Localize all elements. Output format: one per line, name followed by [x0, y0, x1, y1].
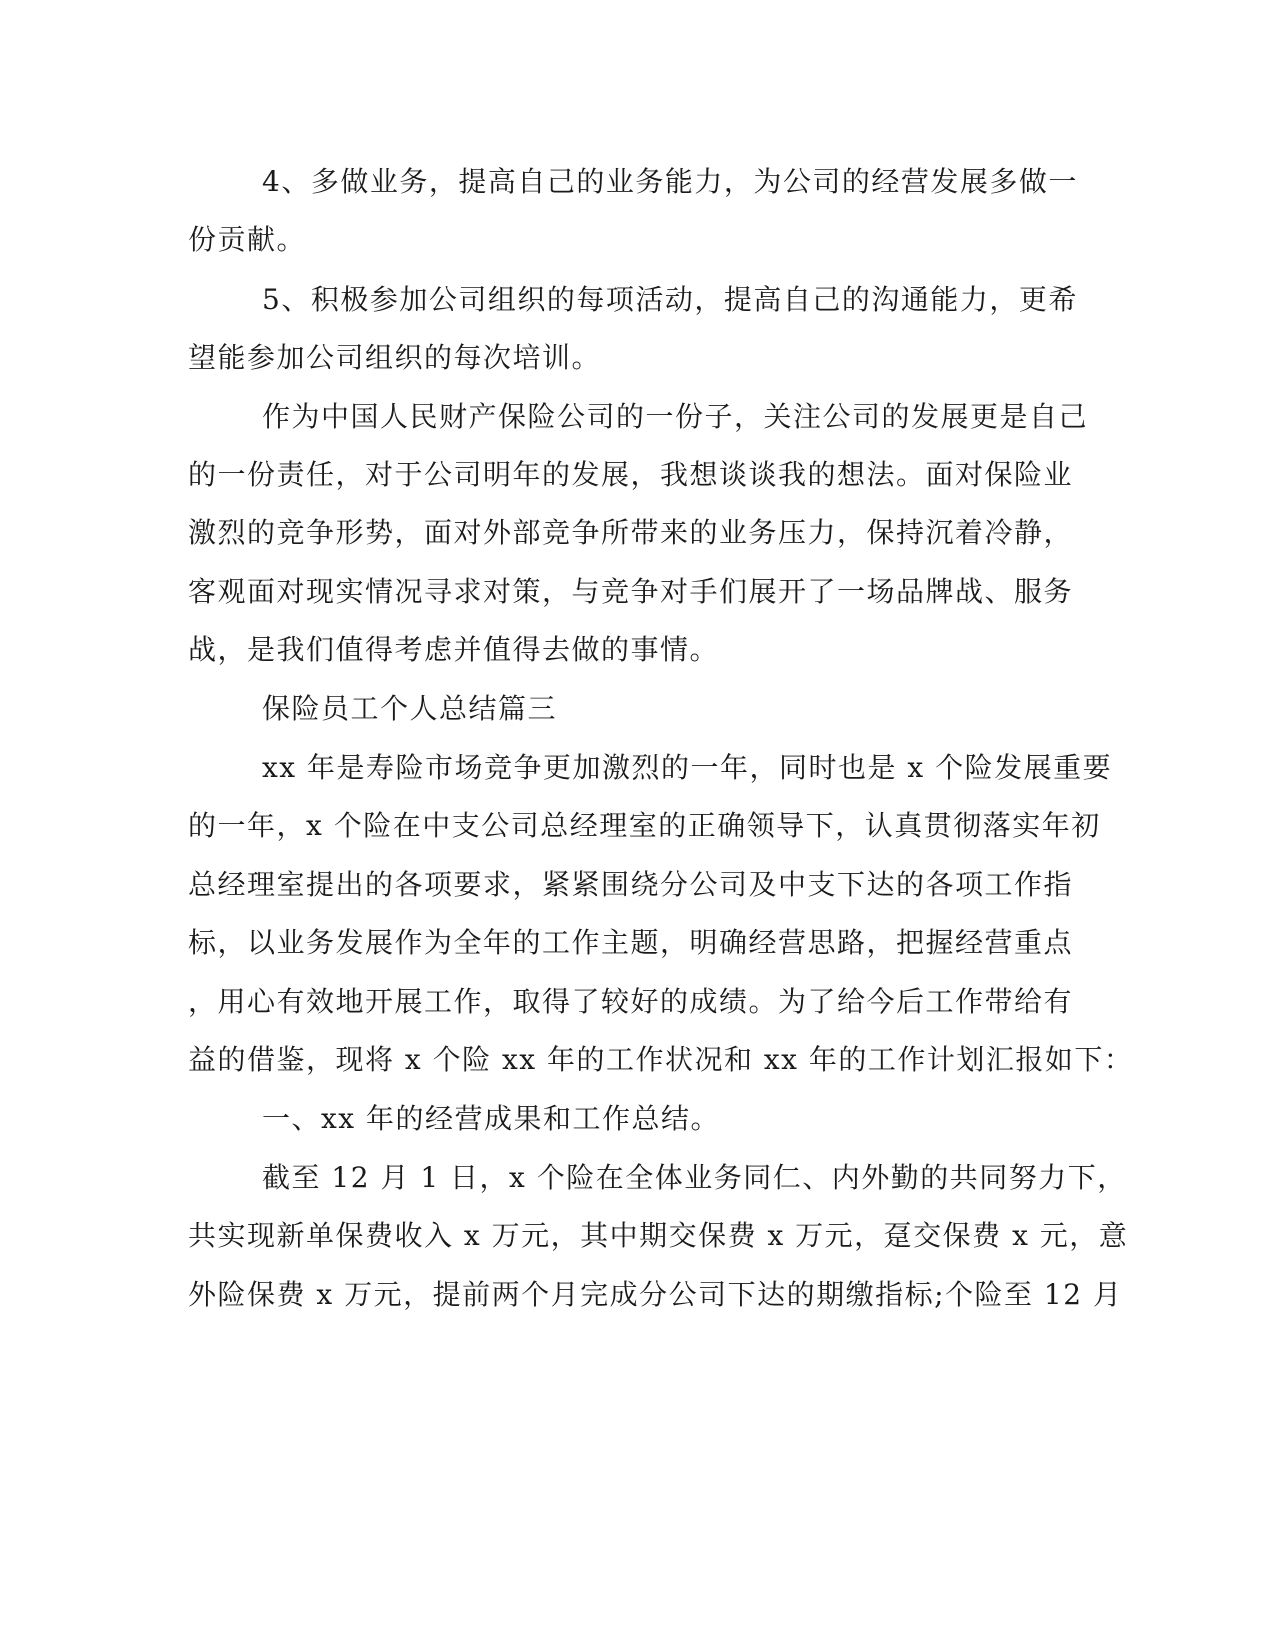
paragraph-company-line-5: 战，是我们值得考虑并值得去做的事情。 [188, 633, 720, 666]
paragraph-5-line-1: 5、积极参加公司组织的每项活动，提高自己的沟通能力，更希 [262, 283, 1078, 316]
paragraph-xx-line-2: 的一年，x 个险在中支公司总经理室的正确领导下，认真贯彻落实年初 [188, 809, 1101, 842]
paragraph-4-line-2: 份贡献。 [188, 223, 307, 256]
paragraph-xx-line-1: xx 年是寿险市场竞争更加激烈的一年，同时也是 x 个险发展重要 [262, 751, 1113, 784]
paragraph-company-line-4: 客观面对现实情况寻求对策，与竞争对手们展开了一场品牌战、服务 [188, 575, 1074, 608]
paragraph-results-line-3: 外险保费 x 万元，提前两个月完成分公司下达的期缴指标;个险至 12 月 [188, 1278, 1123, 1311]
paragraph-results-line-1: 截至 12 月 1 日，x 个险在全体业务同仁、内外勤的共同努力下， [262, 1161, 1127, 1194]
paragraph-xx-line-6: 益的借鉴，现将 x 个险 xx 年的工作状况和 xx 年的工作计划汇报如下： [188, 1043, 1134, 1076]
paragraph-results-line-2: 共实现新单保费收入 x 万元，其中期交保费 x 万元，趸交保费 x 元，意 [188, 1219, 1129, 1252]
paragraph-xx-line-5: ，用心有效地开展工作，取得了较好的成绩。为了给今后工作带给有 [188, 985, 1074, 1018]
paragraph-5-line-2: 望能参加公司组织的每次培训。 [188, 341, 602, 374]
paragraph-xx-line-3: 总经理室提出的各项要求，紧紧围绕分公司及中支下达的各项工作指 [188, 868, 1074, 901]
section-heading: 保险员工个人总结篇三 [262, 692, 558, 725]
paragraph-company-line-3: 激烈的竞争形势，面对外部竞争所带来的业务压力，保持沉着冷静， [188, 516, 1074, 549]
subsection-heading: 一、xx 年的经营成果和工作总结。 [262, 1102, 720, 1135]
paragraph-xx-line-4: 标，以业务发展作为全年的工作主题，明确经营思路，把握经营重点 [188, 926, 1074, 959]
paragraph-company-line-1: 作为中国人民财产保险公司的一份子，关注公司的发展更是自己 [262, 400, 1089, 433]
paragraph-4-line-1: 4、多做业务，提高自己的业务能力，为公司的经营发展多做一 [262, 165, 1078, 198]
paragraph-company-line-2: 的一份责任，对于公司明年的发展，我想谈谈我的想法。面对保险业 [188, 458, 1074, 491]
